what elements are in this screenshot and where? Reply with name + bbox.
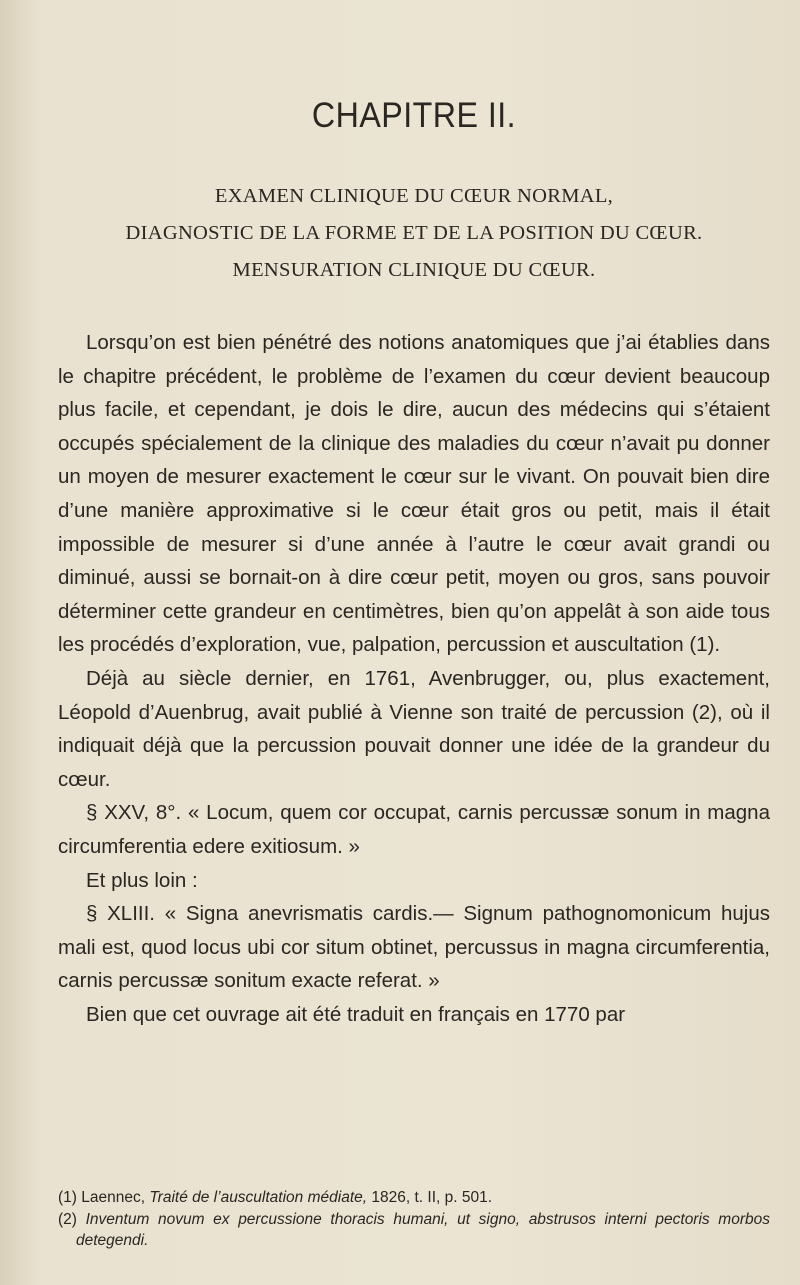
footnote-1-marker: (1) xyxy=(58,1189,77,1206)
paragraph-6: Bien que cet ouvrage ait été traduit en français en 1770 par xyxy=(86,1002,626,1026)
footnote-1-author: Laennec, xyxy=(81,1189,146,1206)
paragraph-4: Et plus loin : xyxy=(86,868,198,892)
footnote-2-text: Inventum novum ex percussione thoracis humani, ut signo, abstrusos interni pectoris morbos detegendi. xyxy=(76,1210,770,1249)
footnote-1-title: Traité de l’auscultation médiate, xyxy=(149,1189,368,1206)
paragraph-2: Déjà au siècle dernier, en 1761, Avenbrugger, ou, plus exactement, Léopold d’Auenbrug, avait publié à Vienne son traité de percussion (2), où il indiquait déjà que la percussion pouvait donner une idée de la grandeur du cœur. xyxy=(58,666,770,791)
paragraph-3: § XXV, 8°. « Locum, quem cor occupat, carnis percussæ sonum in magna circumferentia edere exitiosum. » xyxy=(58,801,770,858)
footnotes xyxy=(58,1187,770,1252)
footnote-2 xyxy=(58,1209,770,1252)
body-text xyxy=(58,326,770,1031)
subtitle-line-1: EXAMEN CLINIQUE DU CŒUR NORMAL, xyxy=(214,185,614,207)
footnote-1-rest: 1826, t. II, p. 501. xyxy=(371,1189,493,1206)
paragraph-5: § XLIII. « Signa anevrismatis cardis.— Signum pathognomonicum hujus mali est, quod locus ubi cor situm obtinet, percussus in magna circumferentia, carnis percussæ sonitum exacte referat. » xyxy=(58,902,770,993)
subtitle-line-2: DIAGNOSTIC DE LA FORME ET DE LA POSITION DU CŒUR. xyxy=(125,222,703,244)
chapter-subtitles xyxy=(58,178,770,289)
footnote-2-marker: (2) xyxy=(58,1210,77,1228)
subtitle-line-3: MENSURATION CLINIQUE DU CŒUR. xyxy=(232,259,596,281)
footnote-1 xyxy=(58,1187,770,1209)
paragraph-1: Lorsqu’on est bien pénétré des notions anatomiques que j’ai établies dans le chapitre précédent, le problème de l’examen du cœur devient beaucoup plus facile, et cependant, je dois le dire, aucun des médecins qui s’étaient occupés spécialement de la clinique des maladies du cœur n’avait pu donner un moyen de mesurer exactement le cœur sur le vivant. On pouvait bien dire d’une manière approximative si le cœur était gros ou petit, mais il était impossible de mesurer si d’une année à l’autre le cœur avait grandi ou diminué, aussi se bornait-on à dire cœur petit, moyen ou gros, sans pouvoir déterminer cette grandeur en centimètres, bien qu’on appelât à son aide tous les procédés d’exploration, vue, palpation, percussion et auscultation (1). xyxy=(58,331,770,657)
chapter-title: CHAPITRE II. xyxy=(311,96,517,135)
